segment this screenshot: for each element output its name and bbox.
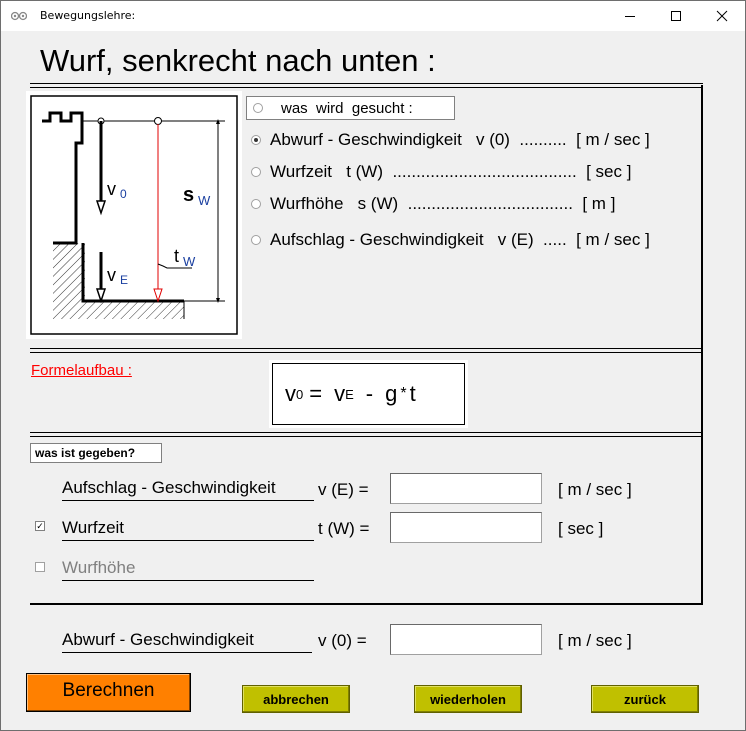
search-option-abwurf[interactable] [251, 130, 650, 150]
minimize-button[interactable] [607, 1, 653, 31]
back-button[interactable]: zurück [591, 685, 699, 713]
aufschlag-geschwindigkeit-input[interactable] [390, 473, 542, 504]
formula-label: Formelaufbau : [31, 362, 132, 379]
maximize-button[interactable] [653, 1, 699, 31]
given-label-aufschlag: Aufschlag - Geschwindigkeit [62, 477, 314, 501]
wurfzeit-checkbox[interactable]: ✓ [36, 521, 44, 531]
app-gears-icon [11, 11, 27, 21]
result-unit: [ m / sec ] [558, 631, 632, 650]
svg-text:E: E [120, 273, 129, 287]
formula-minus: - [365, 381, 374, 406]
given-symbol-tW: t (W) = [318, 519, 370, 538]
wurfzeit-input[interactable] [390, 512, 542, 543]
given-header: was ist gegeben? [30, 443, 162, 463]
search-option-label: Aufschlag - Geschwindigkeit v (E) ..... [ m / sec ] [270, 230, 650, 249]
search-option-label: Abwurf - Geschwindigkeit v (0) .......... [ m / sec ] [270, 130, 650, 149]
repeat-button[interactable]: wiederholen [414, 685, 522, 713]
formula-lhs: v [285, 381, 296, 406]
cancel-button[interactable]: abbrechen [242, 685, 350, 713]
maximize-icon [670, 10, 682, 22]
divider-line [30, 348, 701, 349]
formula-t: t [409, 381, 416, 406]
search-option-aufschlag[interactable] [251, 230, 650, 250]
close-button[interactable] [699, 1, 745, 31]
svg-text:s: s [183, 184, 195, 206]
search-option-wurfhoehe[interactable] [251, 194, 615, 214]
search-option-label: Wurfzeit t (W) ....................................... [ sec ] [270, 162, 632, 181]
formula-g: g [385, 381, 398, 406]
frame-border-right [701, 85, 703, 605]
svg-text:W: W [183, 254, 196, 269]
formula-lhs-sub: 0 [296, 386, 304, 402]
given-symbol-vE: v (E) = [318, 480, 369, 499]
svg-text:v: v [107, 179, 116, 199]
search-option-wurfzeit[interactable] [251, 162, 631, 182]
search-header-radio[interactable] [246, 96, 455, 120]
close-icon [716, 10, 728, 22]
formula-rhs1-sub: E [345, 386, 354, 402]
window-title: Bewegungslehre: [40, 9, 136, 22]
radio-button[interactable] [251, 235, 261, 245]
radio-button[interactable] [251, 167, 261, 177]
free-fall-diagram-illustration [26, 91, 242, 339]
svg-text:t: t [174, 246, 180, 266]
radio-button[interactable] [251, 199, 261, 209]
divider-line [30, 432, 701, 433]
divider-line [30, 83, 703, 84]
divider-line [30, 87, 703, 88]
radio-button[interactable] [251, 135, 261, 145]
page-title: Wurf, senkrecht nach unten : [40, 43, 436, 78]
minimize-icon [624, 10, 636, 22]
search-option-label: Wurfhöhe s (W) ................................... [ m ] [270, 194, 616, 213]
given-unit-tW: [ sec ] [558, 519, 604, 538]
svg-text:v: v [107, 265, 116, 285]
search-header-label: was wird gesucht : [281, 99, 413, 117]
divider-line [30, 436, 701, 437]
formula-rhs1: v [334, 381, 346, 406]
result-label: Abwurf - Geschwindigkeit [62, 629, 312, 653]
divider-line [30, 352, 701, 353]
abwurf-geschwindigkeit-output[interactable] [390, 624, 542, 655]
physics-diagram [26, 91, 242, 339]
given-label-wurfhoehe: Wurfhöhe [62, 557, 314, 581]
formula-display [272, 363, 465, 425]
result-symbol-v0: v (0) = [318, 631, 367, 650]
wurfhoehe-checkbox[interactable] [35, 562, 45, 572]
given-label-wurfzeit: Wurfzeit [62, 517, 314, 541]
frame-border-bottom [30, 603, 703, 605]
formula-equals: = [309, 381, 323, 406]
radio-button[interactable] [253, 103, 263, 113]
title-bar [1, 1, 745, 31]
svg-text:W: W [198, 193, 211, 208]
formula-times: * [400, 385, 407, 402]
svg-text:0: 0 [120, 187, 127, 201]
calculate-button[interactable]: Berechnen [26, 673, 191, 712]
given-unit-vE: [ m / sec ] [558, 480, 632, 499]
